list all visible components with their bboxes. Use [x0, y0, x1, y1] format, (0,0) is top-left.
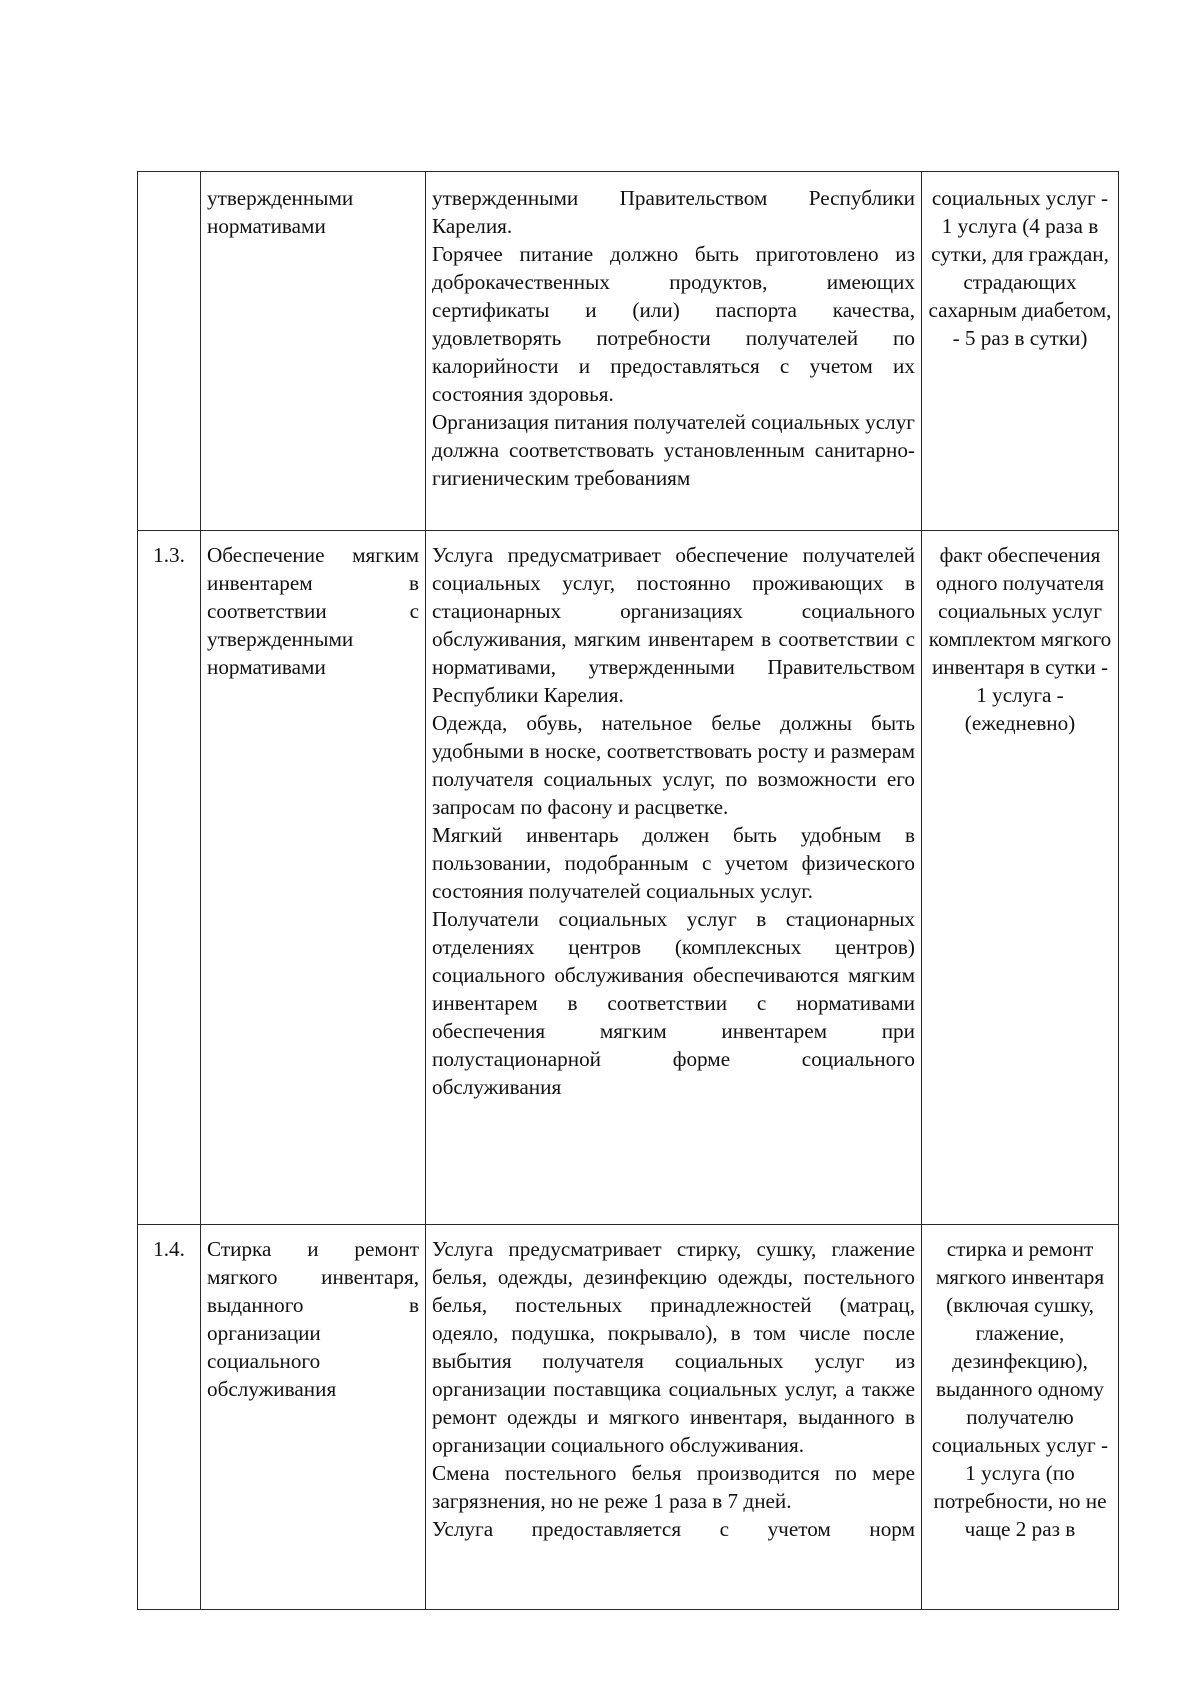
service-description [426, 172, 922, 531]
table-row [138, 1225, 1119, 1610]
table-row [138, 172, 1119, 531]
table-row [138, 531, 1119, 1225]
description-paragraph: Услуга предусматривает обеспечение получателей социальных услуг, постоянно проживающих в стационарных организациях социального обслуживания, мягким инвентарем в соответствии с нормативами, утвержденными Правительством Республики Карелия. [432, 543, 915, 707]
service-name: Стирка и ремонт мягкого инвентаря, выданного в организации социального обслуживания [201, 1225, 426, 1610]
service-description [426, 1225, 922, 1610]
service-name: утвержденными нормативами [201, 172, 426, 531]
description-paragraph: Услуга предоставляется с учетом норм [432, 1517, 915, 1541]
service-name: Обеспечение мягким инвентарем в соответствии с утвержденными нормативами [201, 531, 426, 1225]
row-number [138, 172, 201, 531]
description-paragraph: Организация питания получателей социальных услуг должна соответствовать установленным санитарно-гигиеническим требованиям [432, 410, 915, 490]
description-paragraph: Мягкий инвентарь должен быть удобным в пользовании, подобранным с учетом физического состояния получателей социальных услуг. [432, 823, 915, 903]
description-paragraph: Услуга предусматривает стирку, сушку, глажение белья, одежды, дезинфекцию одежды, постельного белья, постельных принадлежностей (матрац, одеяло, подушка, покрывало), в том числе после выбытия получателя социальных услуг из организации поставщика социальных услуг, а также ремонт одежды и мягкого инвентаря, выданного в организации социального обслуживания. [432, 1237, 915, 1457]
service-volume: факт обеспечения одного получателя социальных услуг комплектом мягкого инвентаря в сутки - 1 услуга - (ежедневно) [922, 531, 1119, 1225]
description-paragraph: Горячее питание должно быть приготовлено из доброкачественных продуктов, имеющих сертификаты и (или) паспорта качества, удовлетворять потребности получателей по калорийности и предоставляться с учетом их состояния здоровья. [432, 242, 915, 406]
row-number: 1.4. [138, 1225, 201, 1610]
description-paragraph: Смена постельного белья производится по мере загрязнения, но не реже 1 раза в 7 дней. [432, 1461, 915, 1513]
description-paragraph: Одежда, обувь, нательное белье должны быть удобными в носке, соответствовать росту и размерам получателя социальных услуг, по возможности его запросам по фасону и расцветке. [432, 711, 915, 819]
description-paragraph: Получатели социальных услуг в стационарных отделениях центров (комплексных центров) социального обслуживания обеспечиваются мягким инвентарем в соответствии с нормативами обеспечения мягким инвентарем при полустационарной форме социального обслуживания [432, 907, 915, 1099]
service-volume: социальных услуг - 1 услуга (4 раза в сутки, для граждан, страдающих сахарным диабетом, - 5 раз в сутки) [922, 172, 1119, 531]
description-paragraph: утвержденными Правительством Республики Карелия. [432, 186, 915, 238]
row-number: 1.3. [138, 531, 201, 1225]
service-description [426, 531, 922, 1225]
services-table [137, 171, 1119, 1610]
service-volume: стирка и ремонт мягкого инвентаря (включая сушку, глажение, дезинфекцию), выданного одному получателю социальных услуг - 1 услуга (по потребности, но не чаще 2 раз в [922, 1225, 1119, 1610]
